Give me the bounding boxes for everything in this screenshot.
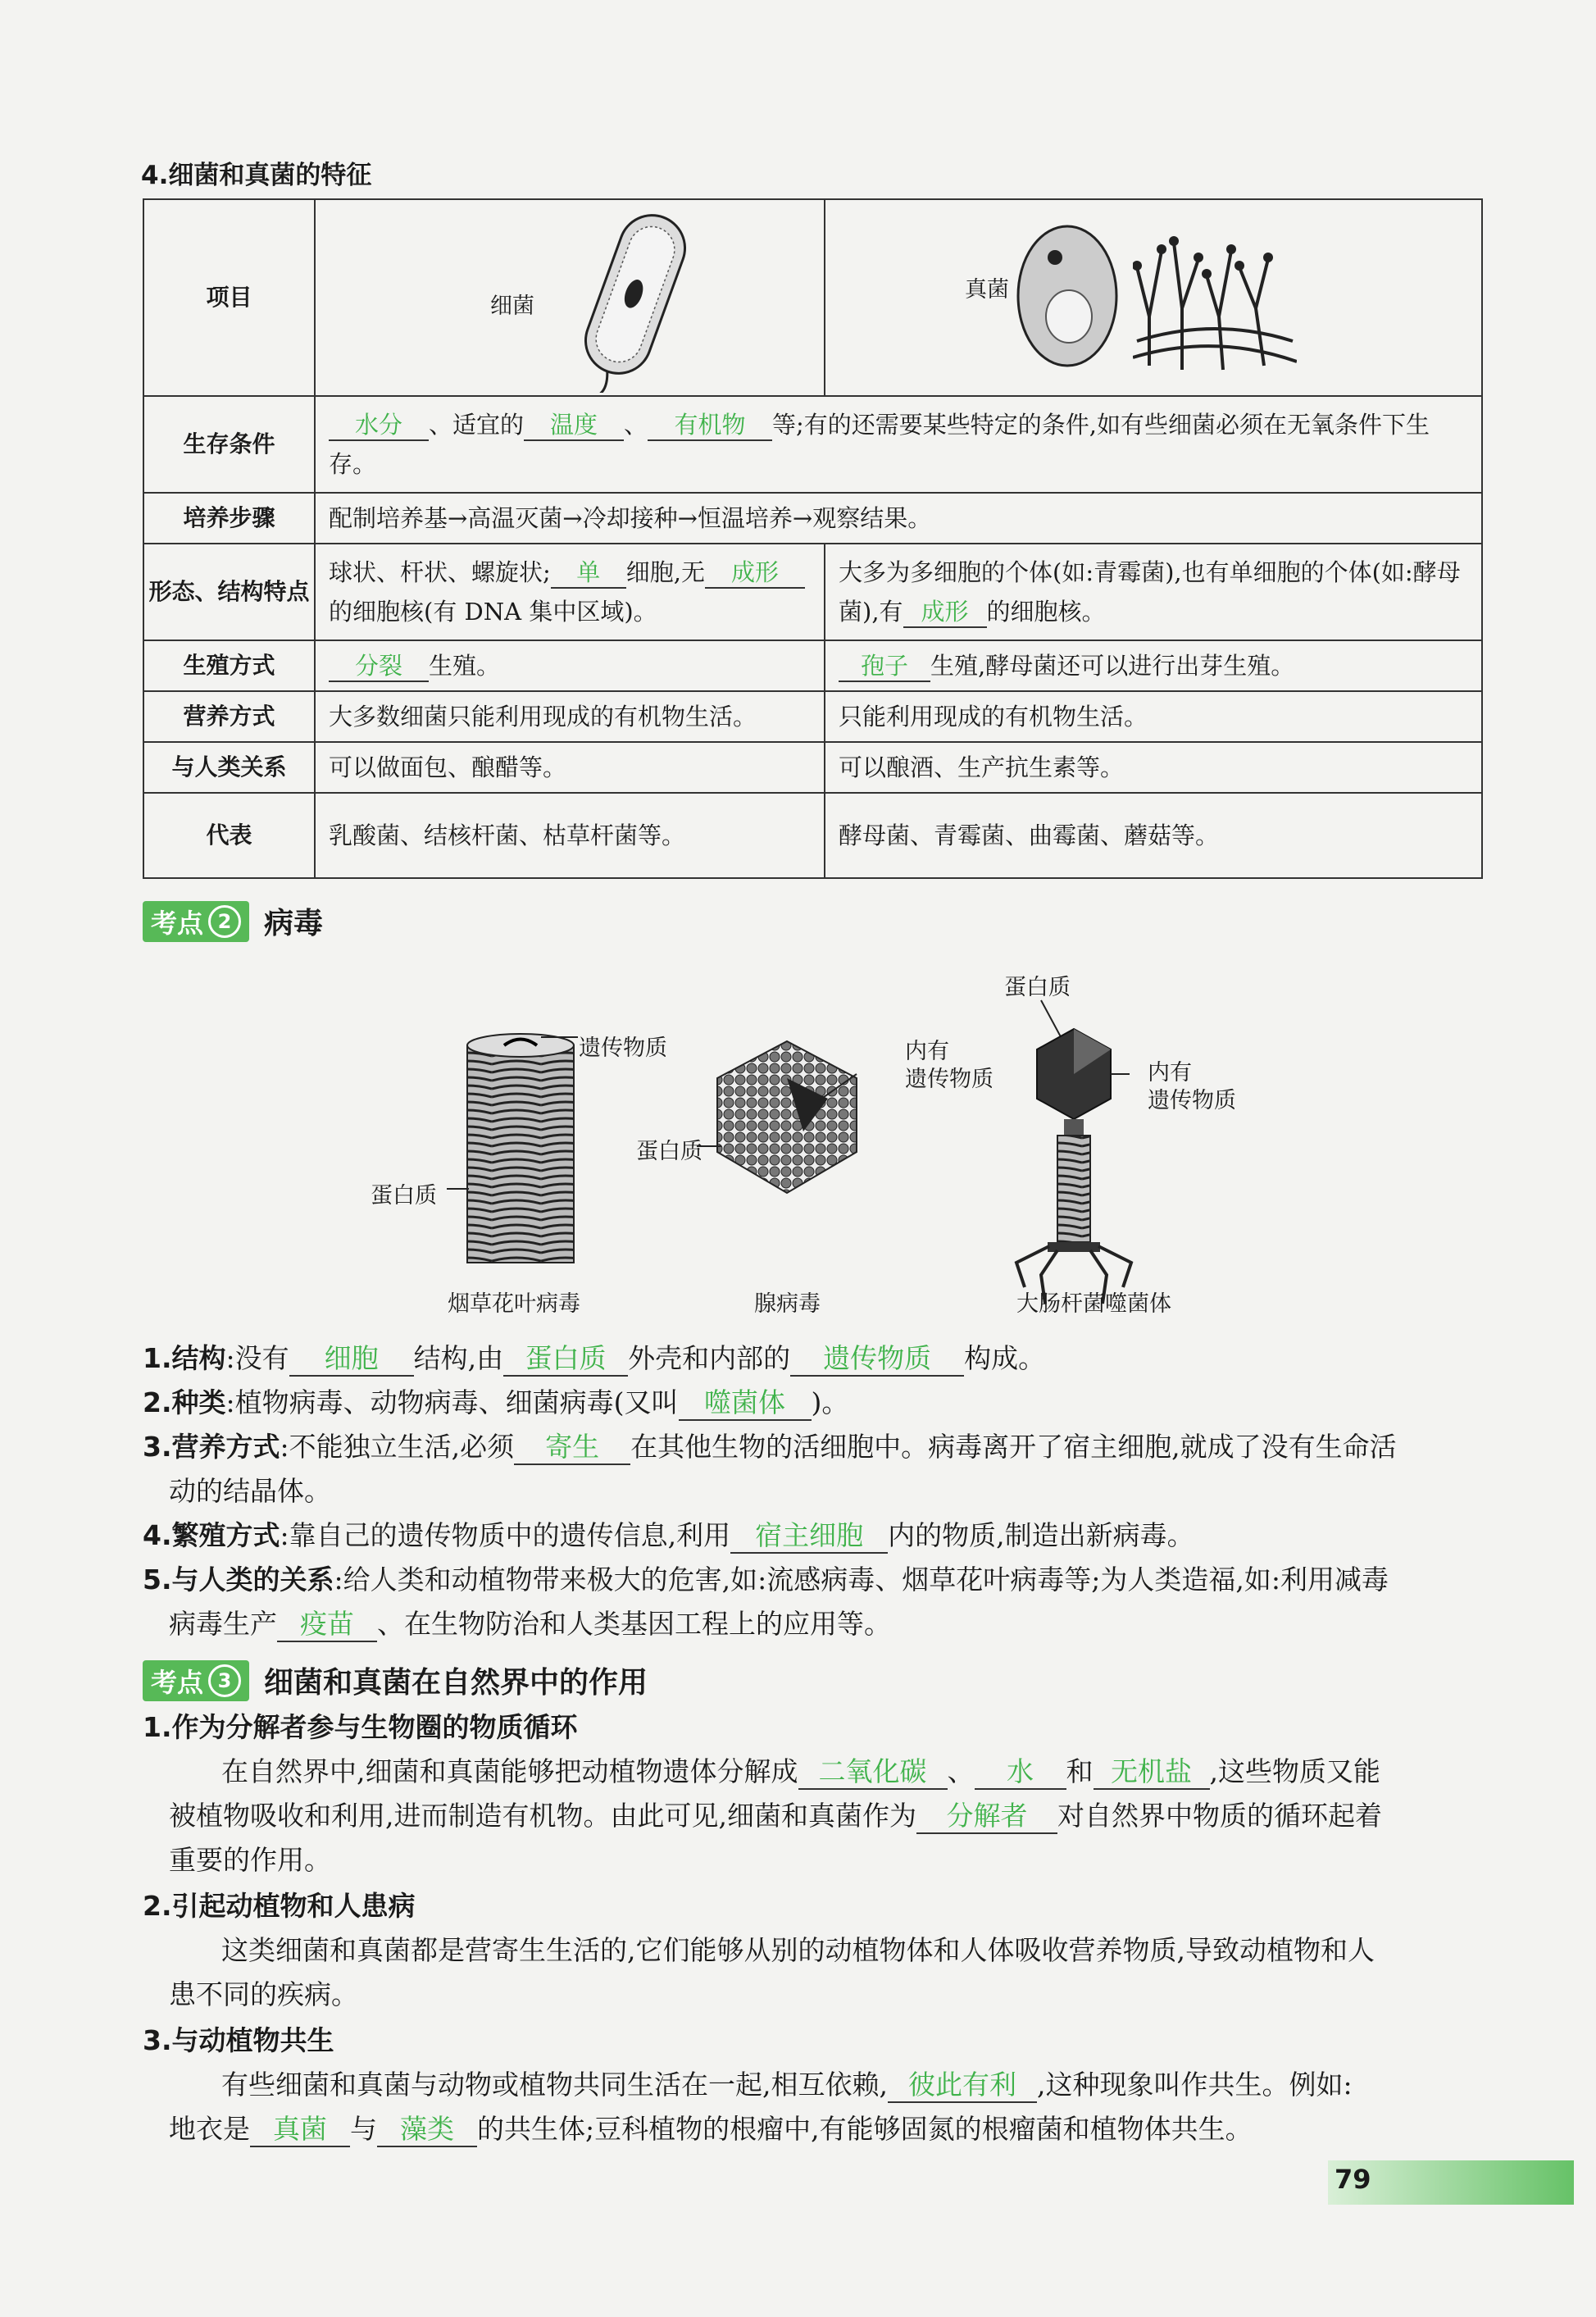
bacteria-illustration <box>553 204 717 393</box>
fungi-label: 真菌 <box>965 277 1009 303</box>
answer-blank: 温度 <box>524 411 624 441</box>
bacteriophage-illustration <box>1016 1000 1131 1304</box>
table-row <box>143 493 1482 544</box>
answer-blank: 噬菌体 <box>679 1386 812 1421</box>
cell-text: 细胞,无 <box>625 558 705 586</box>
adenovirus-illustration <box>697 1041 857 1193</box>
bacteria-reproduction-cell <box>315 640 825 691</box>
page-number: 79 <box>1335 2164 1371 2195</box>
item-text: 重要的作用。 <box>169 1844 331 1876</box>
kaodian-title: 细菌和真菌在自然界中的作用 <box>264 1666 648 1700</box>
bacteria-label: 细菌 <box>490 294 534 319</box>
tmv-label-protein: 蛋白质 <box>371 1183 437 1209</box>
item-heading: 5.与人类的关系 <box>143 1564 334 1595</box>
item-text: 、 <box>947 1755 975 1787</box>
phage-label-genetic <box>1148 1059 1236 1115</box>
yeast-illustration <box>1010 218 1125 374</box>
tmv-label-genetic: 遗传物质 <box>579 1036 667 1061</box>
item-heading: 1.结构 <box>143 1342 226 1374</box>
bacteria-structure-cell <box>315 544 825 640</box>
cell-text: 生殖。 <box>429 652 501 680</box>
role-3-text <box>143 2063 1487 2151</box>
label-line: 内有 <box>905 1039 949 1064</box>
answer-blank: 彼此有利 <box>888 2069 1037 2103</box>
kaodian-2-heading <box>143 900 323 942</box>
table-row <box>143 199 1482 396</box>
tmv-caption: 烟草花叶病毒 <box>448 1291 580 1317</box>
label-line: 内有 <box>1148 1060 1192 1086</box>
item-text: 患不同的疾病。 <box>169 1978 358 2010</box>
kaodian-tag-text: 考点 <box>151 907 204 939</box>
cell-text: 生殖,酵母菌还可以进行出芽生殖。 <box>930 652 1295 680</box>
role-1-heading: 1.作为分解者参与生物圈的物质循环 <box>143 1711 578 1743</box>
table-row <box>143 640 1482 691</box>
adeno-label-protein: 蛋白质 <box>636 1139 703 1164</box>
bacteria-human-relation-cell: 可以做面包、酿醋等。 <box>315 742 825 793</box>
role-2-text <box>143 1928 1487 2017</box>
item-text: 、在生物防治和人类基因工程上的应用等。 <box>377 1608 891 1640</box>
answer-blank: 有机物 <box>648 411 772 441</box>
virus-structure-line <box>143 1336 1487 1381</box>
item-text: :不能独立生活,必须 <box>280 1431 515 1463</box>
answer-blank: 疫苗 <box>277 1608 377 1642</box>
item-text: :给人类和动植物带来极大的危害,如:流感病毒、烟草花叶病毒等;为人类造福,如:利用减毒 <box>334 1564 1389 1595</box>
item-text: :靠自己的遗传物质中的遗传信息,利用 <box>280 1519 731 1551</box>
item-text: 的共生体;豆科植物的根瘤中,有能够固氮的根瘤菌和植物体共生。 <box>477 2113 1253 2145</box>
item-text: ,这种现象叫作共生。例如: <box>1036 2069 1353 2101</box>
item-text: 在其他生物的活细胞中。病毒离开了宿主细胞,就成了没有生命活 <box>630 1431 1397 1463</box>
answer-blank: 二氧化碳 <box>798 1755 948 1790</box>
answer-blank: 细胞 <box>289 1342 414 1377</box>
row-label: 生存条件 <box>143 396 315 493</box>
item-text: :植物病毒、动物病毒、细菌病毒(又叫 <box>225 1386 679 1418</box>
row-label: 项目 <box>143 199 315 396</box>
bacteria-nutrition-cell: 大多数细菌只能利用现成的有机物生活。 <box>315 691 825 742</box>
row-label: 形态、结构特点 <box>143 544 315 640</box>
table-row <box>143 742 1482 793</box>
answer-blank: 成形 <box>705 558 805 589</box>
kaodian-tag <box>143 1660 249 1701</box>
cell-text: 等;有的还需要某些特定的条件,如有些细菌必须在无氧条件下生存。 <box>329 411 1430 478</box>
cell-text: 大多为多细胞的个体(如:青霉菌),也有单细胞的个体(如:酵母菌),有 <box>839 558 1461 626</box>
answer-blank: 孢子 <box>839 652 930 682</box>
adeno-caption: 腺病毒 <box>754 1291 821 1317</box>
role-1-text <box>143 1750 1487 1882</box>
fungi-reproduction-cell <box>825 640 1482 691</box>
item-text: 外壳和内部的 <box>628 1342 791 1374</box>
row-label: 培养步骤 <box>143 493 315 544</box>
item-text: 构成。 <box>964 1342 1046 1374</box>
table-row <box>143 691 1482 742</box>
table-row <box>143 544 1482 640</box>
answer-blank: 分裂 <box>329 652 429 682</box>
row-label: 与人类关系 <box>143 742 315 793</box>
answer-blank: 宿主细胞 <box>730 1519 888 1554</box>
cell-text: 的细胞核。 <box>986 598 1106 626</box>
item-text: 被植物吸收和利用,进而制造有机物。由此可见,细菌和真菌作为 <box>169 1800 916 1832</box>
item-text: 与 <box>350 2113 377 2145</box>
item-text: )。 <box>811 1386 849 1418</box>
fungi-examples-cell: 酵母菌、青霉菌、曲霉菌、蘑菇等。 <box>825 793 1482 878</box>
kaodian-number: 3 <box>208 1664 241 1697</box>
item-text: 和 <box>1066 1755 1094 1787</box>
mold-illustration <box>1133 218 1297 374</box>
label-line: 遗传物质 <box>1148 1088 1236 1113</box>
answer-blank: 遗传物质 <box>790 1342 964 1377</box>
answer-blank: 水 <box>975 1755 1066 1790</box>
item-text: 地衣是 <box>169 2113 250 2145</box>
kaodian-3-heading <box>143 1659 648 1701</box>
table-row <box>143 396 1482 493</box>
item-text: :没有 <box>225 1342 289 1374</box>
bacteria-examples-cell: 乳酸菌、结核杆菌、枯草杆菌等。 <box>315 793 825 878</box>
role-2-heading: 2.引起动植物和人患病 <box>143 1890 416 1922</box>
bacteria-image-cell <box>315 199 825 396</box>
row-label: 营养方式 <box>143 691 315 742</box>
culture-steps-cell: 配制培养基→高温灭菌→冷却接种→恒温培养→观察结果。 <box>315 493 1482 544</box>
page-number-bar <box>1328 2160 1574 2205</box>
item-text: 有些细菌和真菌与动物或植物共同生活在一起,相互依赖, <box>221 2069 888 2101</box>
virus-reproduction-line <box>143 1514 1487 1558</box>
cell-text: 、 <box>624 411 648 439</box>
cell-text: 的细胞核(有 DNA 集中区域)。 <box>329 598 657 626</box>
item-text: 动的结晶体。 <box>169 1475 331 1507</box>
answer-blank: 藻类 <box>377 2113 477 2147</box>
item-heading: 2.种类 <box>143 1386 226 1418</box>
virus-human-relation-line <box>143 1558 1487 1646</box>
answer-blank: 寄生 <box>514 1431 630 1465</box>
survival-conditions-cell <box>315 396 1482 493</box>
row-label: 生殖方式 <box>143 640 315 691</box>
cell-text: 、适宜的 <box>429 411 525 439</box>
kaodian-tag <box>143 901 249 942</box>
item-text: 对自然界中物质的循环起着 <box>1057 1800 1382 1832</box>
role-3-heading: 3.与动植物共生 <box>143 2024 334 2056</box>
item-text: 结构,由 <box>413 1342 504 1374</box>
tmv-illustration <box>447 1034 578 1263</box>
fungi-structure-cell <box>825 544 1482 640</box>
cell-text: 球状、杆状、螺旋状; <box>329 558 551 586</box>
table-row <box>143 793 1482 878</box>
label-line: 遗传物质 <box>905 1067 994 1092</box>
virus-nutrition-line <box>143 1425 1487 1514</box>
fungi-image-cell <box>825 199 1482 396</box>
item-text: 这类细菌和真菌都是营寄生生活的,它们能够从别的动植物体和人体吸收营养物质,导致动植物和人 <box>221 1934 1375 1966</box>
item-text: 在自然界中,细菌和真菌能够把动植物遗体分解成 <box>221 1755 798 1787</box>
answer-blank: 无机盐 <box>1094 1755 1210 1790</box>
phage-label-protein: 蛋白质 <box>1004 975 1071 1000</box>
item-text: 内的物质,制造出新病毒。 <box>888 1519 1194 1551</box>
answer-blank: 蛋白质 <box>503 1342 628 1377</box>
phage-caption: 大肠杆菌噬菌体 <box>1016 1291 1171 1317</box>
answer-blank: 单 <box>551 558 626 589</box>
answer-blank: 水分 <box>329 411 429 441</box>
kaodian-tag-text: 考点 <box>151 1666 204 1698</box>
kaodian-number: 2 <box>208 905 241 938</box>
bacteria-fungi-table <box>143 198 1483 879</box>
item-text: 病毒生产 <box>169 1608 277 1640</box>
fungi-nutrition-cell: 只能利用现成的有机物生活。 <box>825 691 1482 742</box>
adeno-label-genetic <box>905 1038 994 1094</box>
answer-blank: 真菌 <box>250 2113 350 2147</box>
answer-blank: 成形 <box>903 598 987 628</box>
item-heading: 4.繁殖方式 <box>143 1519 280 1551</box>
item-text: ,这些物质又能 <box>1209 1755 1380 1787</box>
kaodian-title: 病毒 <box>264 907 324 940</box>
fungi-human-relation-cell: 可以酿酒、生产抗生素等。 <box>825 742 1482 793</box>
section-4-heading: 4.细菌和真菌的特征 <box>141 161 372 190</box>
virus-types-line <box>143 1381 1487 1425</box>
item-heading: 3.营养方式 <box>143 1431 280 1463</box>
answer-blank: 分解者 <box>916 1800 1057 1834</box>
virus-illustrations <box>344 959 1328 1320</box>
row-label: 代表 <box>143 793 315 878</box>
